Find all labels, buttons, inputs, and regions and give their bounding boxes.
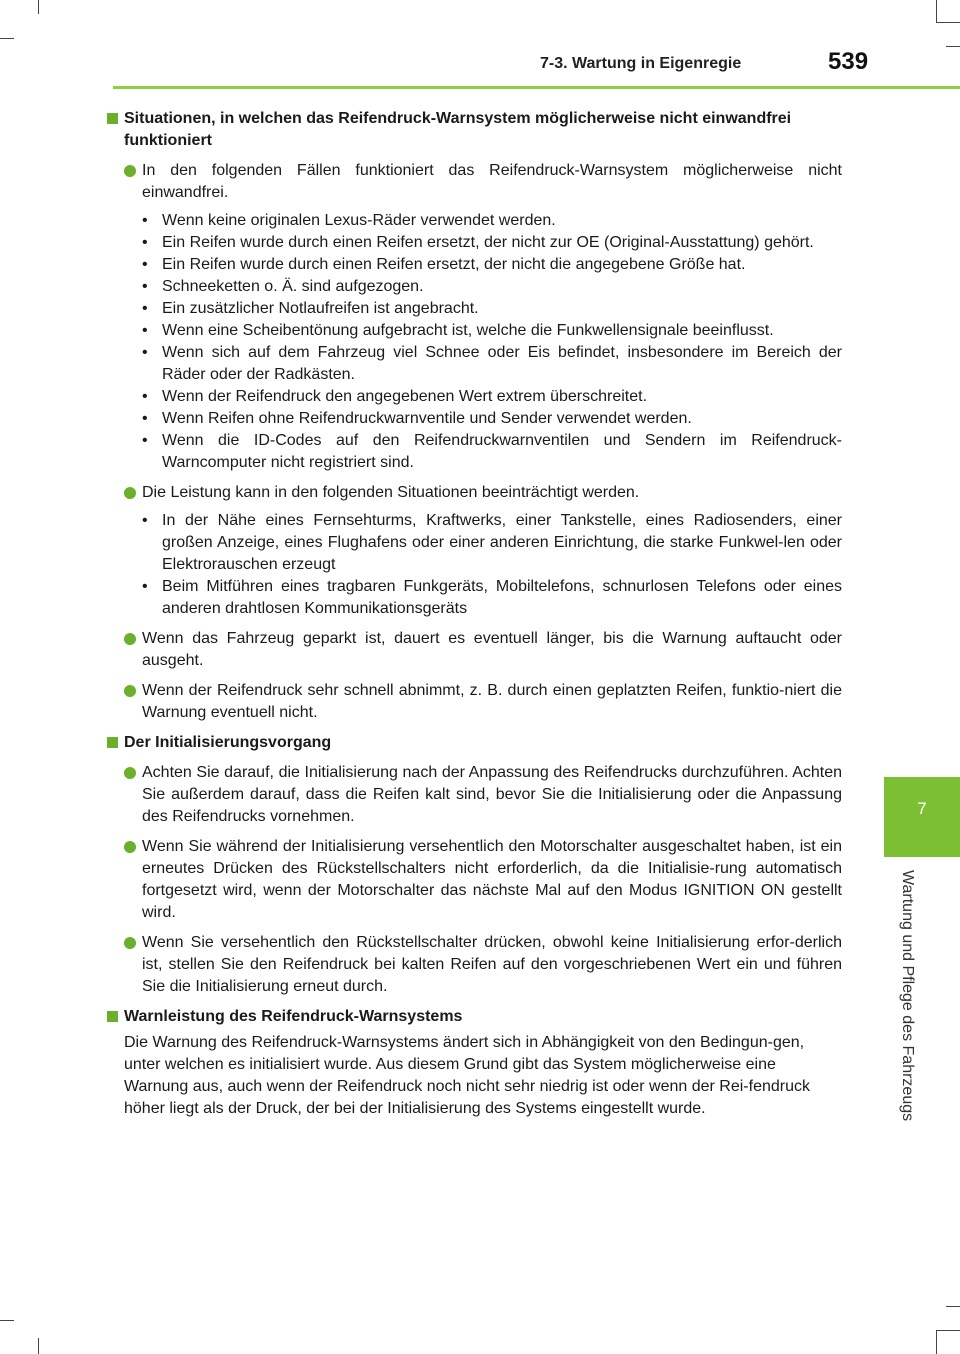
crop-mark: [0, 1320, 14, 1321]
list-item: [104, 680, 842, 724]
sub-list-item: • Wenn Reifen ohne Reifendruckwarnventile und Sender verwendet werden.: [104, 408, 842, 430]
header-rule: [113, 86, 960, 89]
crop-mark: [38, 1338, 39, 1354]
crop-mark: [0, 38, 14, 39]
section-heading: [104, 732, 842, 754]
sub-list-item: • Beim Mitführen eines tragbaren Funkgeräts, Mobiltelefons, schnurlosen Telefons oder eines anderen drahtlosen Kommunikationsgeräts: [104, 576, 842, 620]
circle-bullet-icon: [124, 937, 136, 949]
sub-list-item: • Wenn keine originalen Lexus-Räder verwendet werden.: [104, 210, 842, 232]
sub-list-item: • Schneeketten o. Ä. sind aufgezogen.: [104, 276, 842, 298]
circle-bullet-icon: [124, 487, 136, 499]
sub-list: [104, 210, 842, 474]
circle-bullet-icon: [124, 841, 136, 853]
list-item: [104, 628, 842, 672]
square-bullet-icon: [107, 1011, 118, 1022]
list-item: [104, 482, 842, 504]
bullet-text: In den folgenden Fällen funktioniert das Reifendruck-Warnsystem möglicherweise nicht einwandfrei.: [142, 162, 842, 201]
crop-mark: [946, 1306, 960, 1307]
section-heading: [104, 1006, 842, 1028]
square-bullet-icon: [107, 737, 118, 748]
section-heading-text: Der Initialisierungsvorgang: [124, 734, 332, 751]
crop-mark: [936, 1330, 937, 1354]
circle-bullet-icon: [124, 633, 136, 645]
crop-mark: [946, 46, 960, 47]
circle-bullet-icon: [124, 165, 136, 177]
sub-list-item: • Wenn sich auf dem Fahrzeug viel Schnee oder Eis befindet, insbesondere im Bereich der Räder oder der Radkästen.: [104, 342, 842, 386]
crop-mark: [936, 0, 937, 22]
list-item: [104, 932, 842, 998]
section-heading-text: Situationen, in welchen das Reifendruck-Warnsystem möglicherweise nicht einwandfrei funktioniert: [124, 110, 792, 149]
sub-list-item: • Ein Reifen wurde durch einen Reifen ersetzt, der nicht die angegebene Größe hat.: [104, 254, 842, 276]
chapter-side-label: Wartung und Pflege des Fahrzeugs: [899, 870, 916, 1122]
sub-list-item: • Ein zusätzlicher Notlaufreifen ist angebracht.: [104, 298, 842, 320]
section-heading: [104, 108, 842, 152]
bullet-text: Wenn Sie versehentlich den Rückstellschalter drücken, obwohl keine Initialisierung erfor-derlich ist, stellen Sie den Reifendruck bei kalten Reifen auf den vorgeschriebenen Wert ein und führen Sie die Initialisierung erneut durch.: [142, 934, 842, 995]
circle-bullet-icon: [124, 685, 136, 697]
chapter-title: 7-3. Wartung in Eigenregie: [540, 55, 742, 72]
section-heading-text: Warnleistung des Reifendruck-Warnsystems: [124, 1008, 463, 1025]
list-item: [104, 836, 842, 924]
sub-list-item: • Wenn der Reifendruck den angegebenen Wert extrem überschreitet.: [104, 386, 842, 408]
list-item: [104, 160, 842, 204]
crop-mark: [38, 0, 39, 14]
chapter-tab: [884, 777, 960, 857]
chapter-tab-number: 7: [917, 799, 927, 818]
sub-list-item: • Wenn die ID-Codes auf den Reifendruckwarnventilen und Sendern im Reifendruck-Warncomputer nicht registriert sind.: [104, 430, 842, 474]
page-content: [104, 100, 842, 1120]
bullet-text: Wenn der Reifendruck sehr schnell abnimmt, z. B. durch einen geplatzten Reifen, funktio-niert die Warnung eventuell nicht.: [142, 682, 842, 721]
crop-mark: [936, 1330, 960, 1331]
crop-mark: [936, 22, 960, 23]
bullet-text: Die Leistung kann in den folgenden Situationen beeinträchtigt werden.: [142, 484, 640, 501]
bullet-text: Wenn das Fahrzeug geparkt ist, dauert es eventuell länger, bis die Warnung auftaucht oder ausgeht.: [142, 630, 842, 669]
list-item: [104, 762, 842, 828]
sub-list: [104, 510, 842, 620]
square-bullet-icon: [107, 113, 118, 124]
section-paragraph: Die Warnung des Reifendruck-Warnsystems ändert sich in Abhängigkeit von den Bedingun-gen, unter welchen es initialisiert wurde. Aus diesem Grund gibt das System möglicherweise eine Warnung aus, auch wenn der Reifendruck noch nicht sehr niedrig ist oder wenn der Rei-fendruck höher liegt als der Druck, der bei der Initialisierung des Systems eingestellt wurde.: [124, 1034, 810, 1117]
bullet-text: Achten Sie darauf, die Initialisierung nach der Anpassung des Reifendrucks durchzuführen. Achten Sie außerdem darauf, dass die Reifen kalt sind, bevor Sie die Initialisierung oder die Anpassung des Reifendrucks vornehmen.: [142, 764, 842, 825]
sub-list-item: • In der Nähe eines Fernsehturms, Kraftwerks, einer Tankstelle, eines Radiosenders, einer großen Anzeige, eines Flughafens oder einer anderen Einrichtung, die starke Funkwel-len oder Elektrorauschen erzeugt: [104, 510, 842, 576]
bullet-text: Wenn Sie während der Initialisierung versehentlich den Motorschalter ausgeschaltet haben, ist ein erneutes Drücken des Rückstellschalters nicht erforderlich, da die Initialisie-rung automatisch fortgesetzt wird, wenn der Motorschalter das nächste Mal auf den Modus IGNITION ON gestellt wird.: [142, 838, 842, 921]
sub-list-item: • Wenn eine Scheibentönung aufgebracht ist, welche die Funkwellensignale beeinflusst.: [104, 320, 842, 342]
circle-bullet-icon: [124, 767, 136, 779]
page-number: 539: [828, 48, 869, 75]
sub-list-item: • Ein Reifen wurde durch einen Reifen ersetzt, der nicht zur OE (Original-Ausstattung) gehört.: [104, 232, 842, 254]
